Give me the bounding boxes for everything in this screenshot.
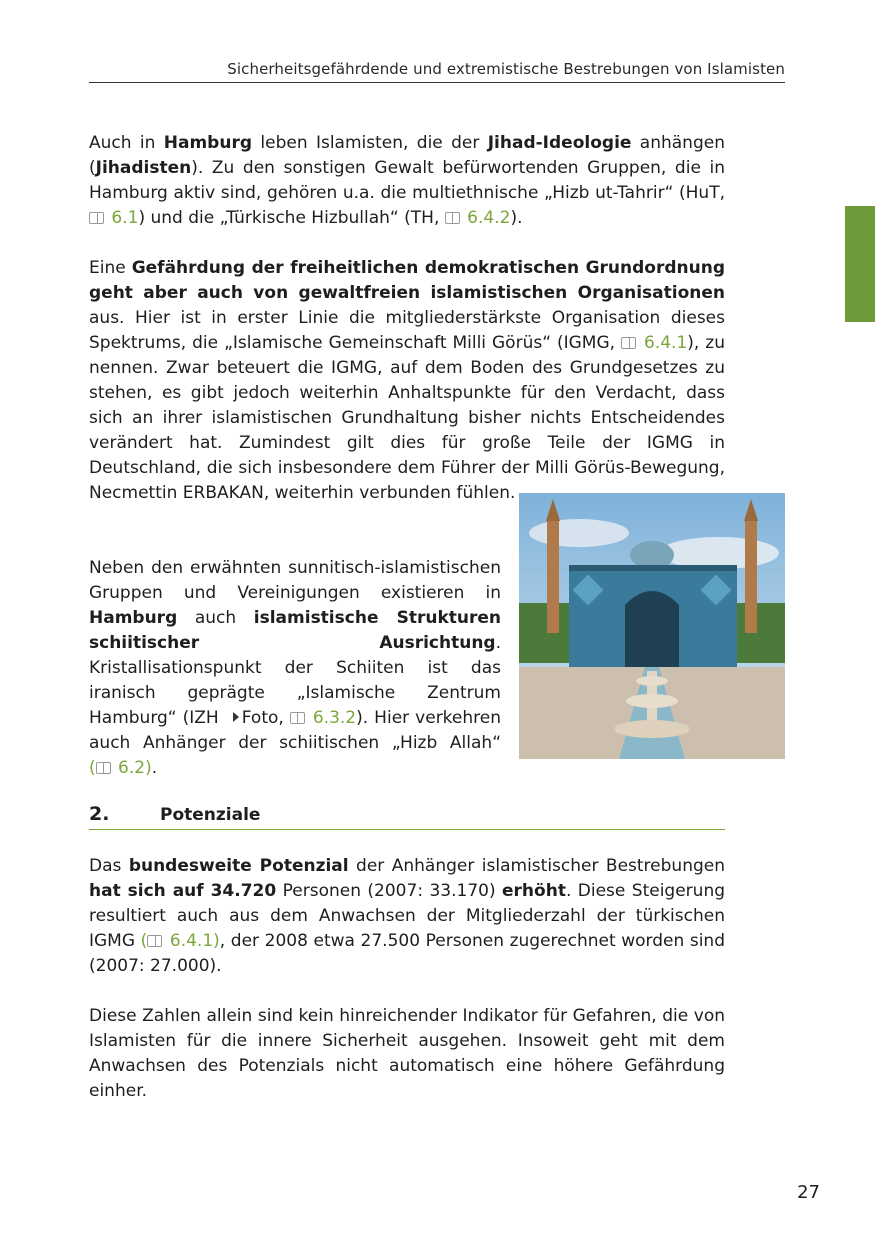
- paragraph-jihadists: Auch in Hamburg leben Islamisten, die der Jihad-Ideologie anhängen (Jihadisten). Zu den sonstigen Gewalt befürwortenden Gruppen, die in Hamburg aktiv sind, gehören u.a. die multiethnische „Hizb ut-Tahrir“ (HuT, 6.1) und die „Türkische Hizbullah“ (TH, 6.4.2).: [89, 133, 725, 228]
- paragraph-potential: Das bundesweite Potenzial der Anhänger islamistischer Bestrebungen hat sich auf 34.720 Personen (2007: 33.170) erhöht. Diese Steigerung resultiert auch aus dem Anwachsen der Mitgliederzahl der türkischen IGMG ( 6.4.1), der 2008 etwa 27.500 Personen zugerechnet worden sind (2007: 27.000).: [89, 856, 726, 976]
- paragraph-shiite: Neben den erwähnten sunnitisch-islamistischen Gruppen und Vereinigungen existieren in Hamburg auch islamistische Strukturen schiitischer Ausrichtung. Kristallisationspunkt der Schiiten ist das iranisch geprägte „Islamische Zentrum Hamburg“ (IZH Foto, 6.3.2). Hier verkehren auch Anhänger der schiitischen „Hizb Allah“ ( 6.2).: [89, 558, 501, 778]
- crossref-link[interactable]: ( 6.4.1): [140, 931, 220, 951]
- book-icon: [621, 337, 636, 349]
- running-header: Sicherheitsgefährdende und extremistische Bestrebungen von Islamisten: [227, 60, 785, 78]
- arrow-right-icon: [233, 712, 239, 722]
- book-icon: [445, 212, 460, 224]
- book-icon: [290, 712, 305, 724]
- section-title: Potenziale: [160, 805, 261, 825]
- paragraph-igmg: Eine Gefährdung der freiheitlichen demokratischen Grundordnung geht aber auch von gewaltfreien islamistischen Organisationen aus. Hier ist in erster Linie die mitgliederstärkste Organisation dieses Spektrums, die „Islamische Gemeinschaft Milli Görüs“ (IGMG, 6.4.1), zu nennen. Zwar beteuert die IGMG, auf dem Boden des Grundgesetzes zu stehen, es gibt jedoch weiterhin Anhaltspunkte für den Verdacht, dass sich an ihrer islamistischen Grundhaltung bisher nichts Entscheidendes verändert hat. Zumindest gilt dies für große Teile der IGMG in Deutschland, die sich insbesondere dem Führer der Milli Görüs-Bewegung, Necmettin ERBAKAN, weiterhin verbunden fühlen.: [89, 258, 725, 503]
- section-heading: [89, 803, 725, 830]
- paragraph-indicator: Diese Zahlen allein sind kein hinreichender Indikator für Gefahren, die von Islamisten für die innere Sicherheit ausgehen. Insoweit geht mit dem Anwachsen des Potenzials nicht automatisch eine höhere Gefährdung einher.: [89, 1006, 725, 1101]
- mosque-photo: [519, 493, 785, 759]
- page-number: 27: [797, 1182, 820, 1203]
- book-icon: [96, 762, 111, 774]
- book-icon: [89, 212, 104, 224]
- crossref-link[interactable]: 6.4.1: [621, 333, 687, 353]
- chapter-tab: [845, 206, 875, 322]
- section-number: 2.: [89, 803, 110, 825]
- header-rule: [89, 82, 785, 83]
- crossref-link[interactable]: 6.1: [89, 208, 138, 228]
- crossref-link[interactable]: ( 6.2): [89, 758, 152, 778]
- book-icon: [147, 935, 162, 947]
- crossref-link[interactable]: 6.4.2: [445, 208, 511, 228]
- crossref-link[interactable]: 6.3.2: [290, 708, 356, 728]
